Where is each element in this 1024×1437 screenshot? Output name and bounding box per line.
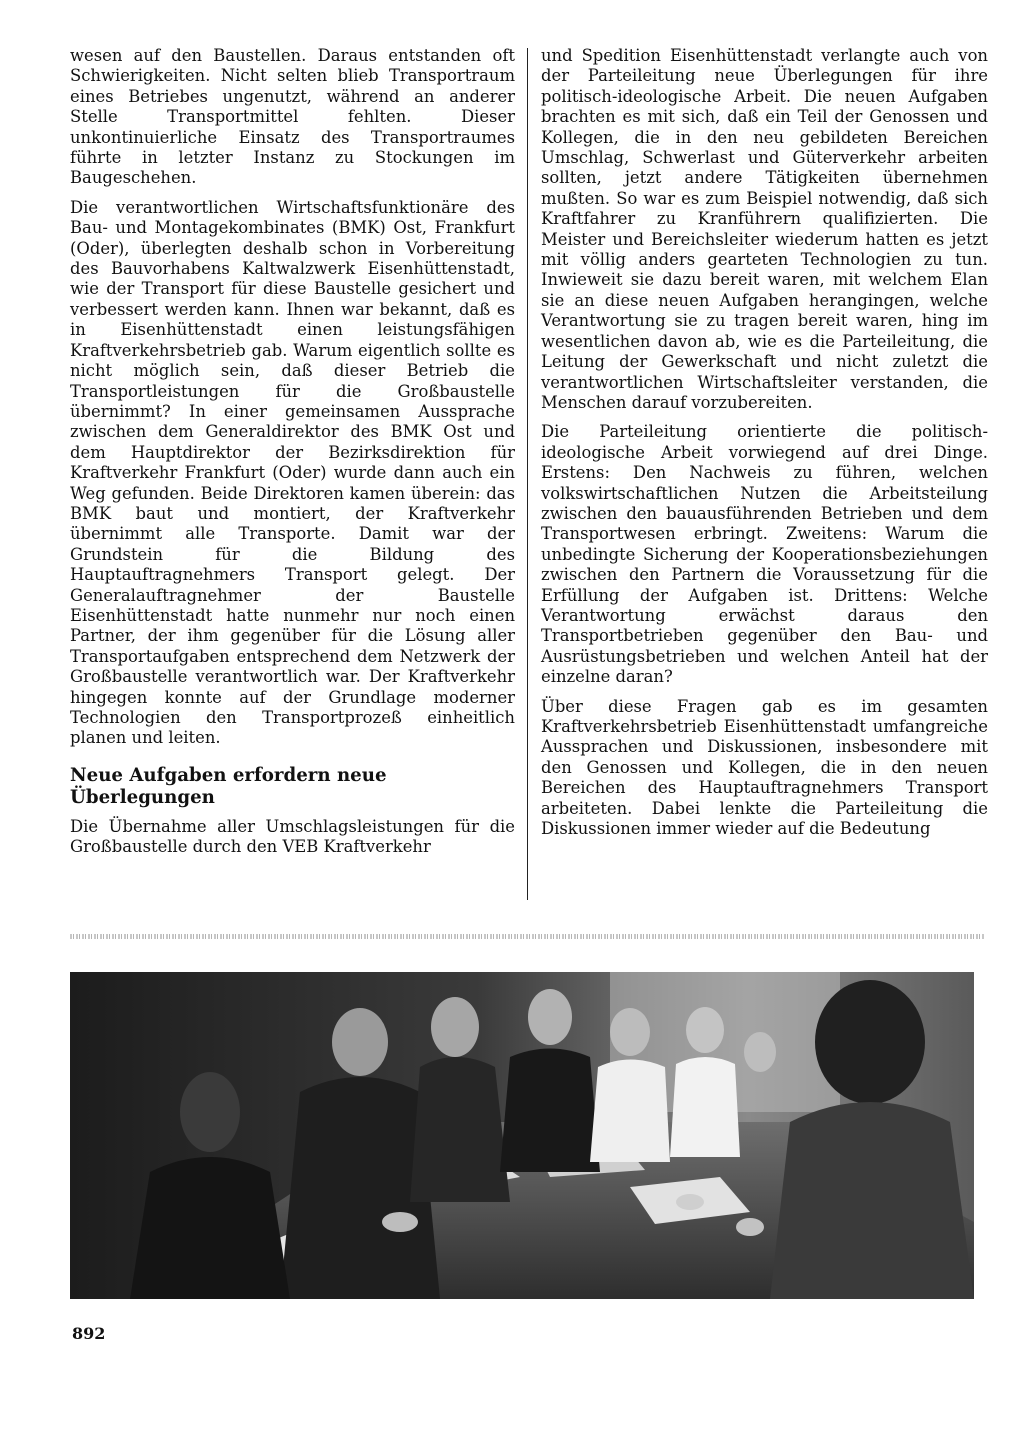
right-paragraph-1: und Spedition Eisenhüttenstadt verlangte auch von der Parteileitung neue Überlegungen für ihre politisch-ideologische Arbeit. Die neuen Aufgaben brachten es mit sich, daß ein Teil der Genossen und Kollegen, die in den neu gebildeten Bereichen Umschlag, Schwerlast und Güterverkehr arbeiten sollten, jetzt andere Tätigkeiten übernehmen mußten. So war es zum Beispiel notwendig, daß sich Kraftfahrer zu Kranführern qualifizierten. Die Meister und Bereichsleiter wiederum hatten es jetzt mit völlig anders gearteten Technologien zu tun. Inwieweit sie dazu bereit waren, mit welchem Elan sie an diese neuen Aufgaben herangingen, welche Verantwortung sie zu tragen bereit waren, hing im wesentlichen davon ab, wie es die Parteileitung, die Leitung der Gewerkschaft und nicht zuletzt die verantwortlichen Wirtschaftsleiter verstanden, die Menschen darauf vorzubereiten. (541, 46, 988, 412)
page-number: 892 (72, 1324, 106, 1343)
left-paragraph-3: Die Übernahme aller Umschlagsleistungen für die Großbaustelle durch den VEB Kraftverkehr (70, 816, 515, 857)
right-paragraph-3: Über diese Fragen gab es im gesamten Kraftverkehrsbetrieb Eisenhüttenstadt umfangreiche Aussprachen und Diskussionen, insbesondere mit den Genossen und Kollegen, die in den neuen Bereichen des Hauptauftragnehmers Transport arbeiteten. Dabei lenkte die Parteileitung die Diskussionen immer wieder auf die Bedeutung (541, 696, 988, 839)
right-paragraph-2: Die Parteileitung orientierte die politisch-ideologische Arbeit vorwiegend auf drei Dinge. Erstens: Den Nachweis zu führen, welchen volkswirtschaftlichen Nutzen die Arbeitsteilung zwischen den bauausführenden Betrieben und dem Transportwesen erbringt. Zweitens: Warum die unbedingte Sicherung der Kooperationsbeziehungen zwischen den Partnern die Voraussetzung für die Erfüllung der Aufgaben ist. Drittens: Welche Verantwortung erwächst daraus den Transportbetrieben gegenüber den Bau- und Ausrüstungsbetrieben und welchen Anteil hat der einzelne daran? (541, 422, 988, 687)
halftone-separator (70, 934, 985, 939)
meeting-photo-illustration (70, 972, 974, 1299)
left-paragraph-1: wesen auf den Baustellen. Daraus entstanden oft Schwierigkeiten. Nicht selten blieb Transportraum eines Betriebes ungenutzt, während an anderer Stelle Transportmittel fehlten. Dieser unkontinuierliche Einsatz des Transportraumes führte in letzter Instanz zu Stockungen im Baugeschehen. (70, 46, 515, 188)
right-text-column (541, 46, 988, 848)
column-divider (527, 48, 528, 900)
section-heading: Neue Aufgaben erfordern neue Überlegungen (70, 764, 387, 808)
left-paragraph-2: Die verantwortlichen Wirtschaftsfunktionäre des Bau- und Montagekombinates (BMK) Ost, Frankfurt (Oder), überlegten deshalb schon in Vorbereitung des Bauvorhabens Kaltwalzwerk Eisenhüttenstadt, wie der Transport für diese Baustelle gesichert und verbessert werden kann. Ihnen war bekannt, daß es in Eisenhüttenstadt einen leistungsfähigen Kraftverkehrsbetrieb gab. Warum eigentlich sollte es nicht möglich sein, daß dieser Betrieb die Transportleistungen für die Großbaustelle übernimmt? In einer gemeinsamen Aussprache zwischen dem Generaldirektor des BMK Ost und dem Hauptdirektor der Bezirksdirektion für Kraftverkehr Frankfurt (Oder) wurde dann auch ein Weg gefunden. Beide Direktoren kamen überein: das BMK baut und montiert, der Kraftverkehr übernimmt alle Transporte. Damit war der Grundstein für die Bildung des Hauptauftragnehmers Transport gelegt. Der Generalauftragnehmer der Baustelle Eisenhüttenstadt hatte nunmehr nur noch einen Partner, der ihm gegenüber für die Lösung aller Transportaufgaben entsprechend dem Netzwerk der Großbaustelle verantwortlich war. Der Kraftverkehr hingegen konnte auf der Grundlage moderner Technologien den Transportprozeß einheitlich planen und leiten. (70, 197, 515, 748)
left-text-column (70, 46, 515, 867)
meeting-photo (70, 972, 974, 1299)
